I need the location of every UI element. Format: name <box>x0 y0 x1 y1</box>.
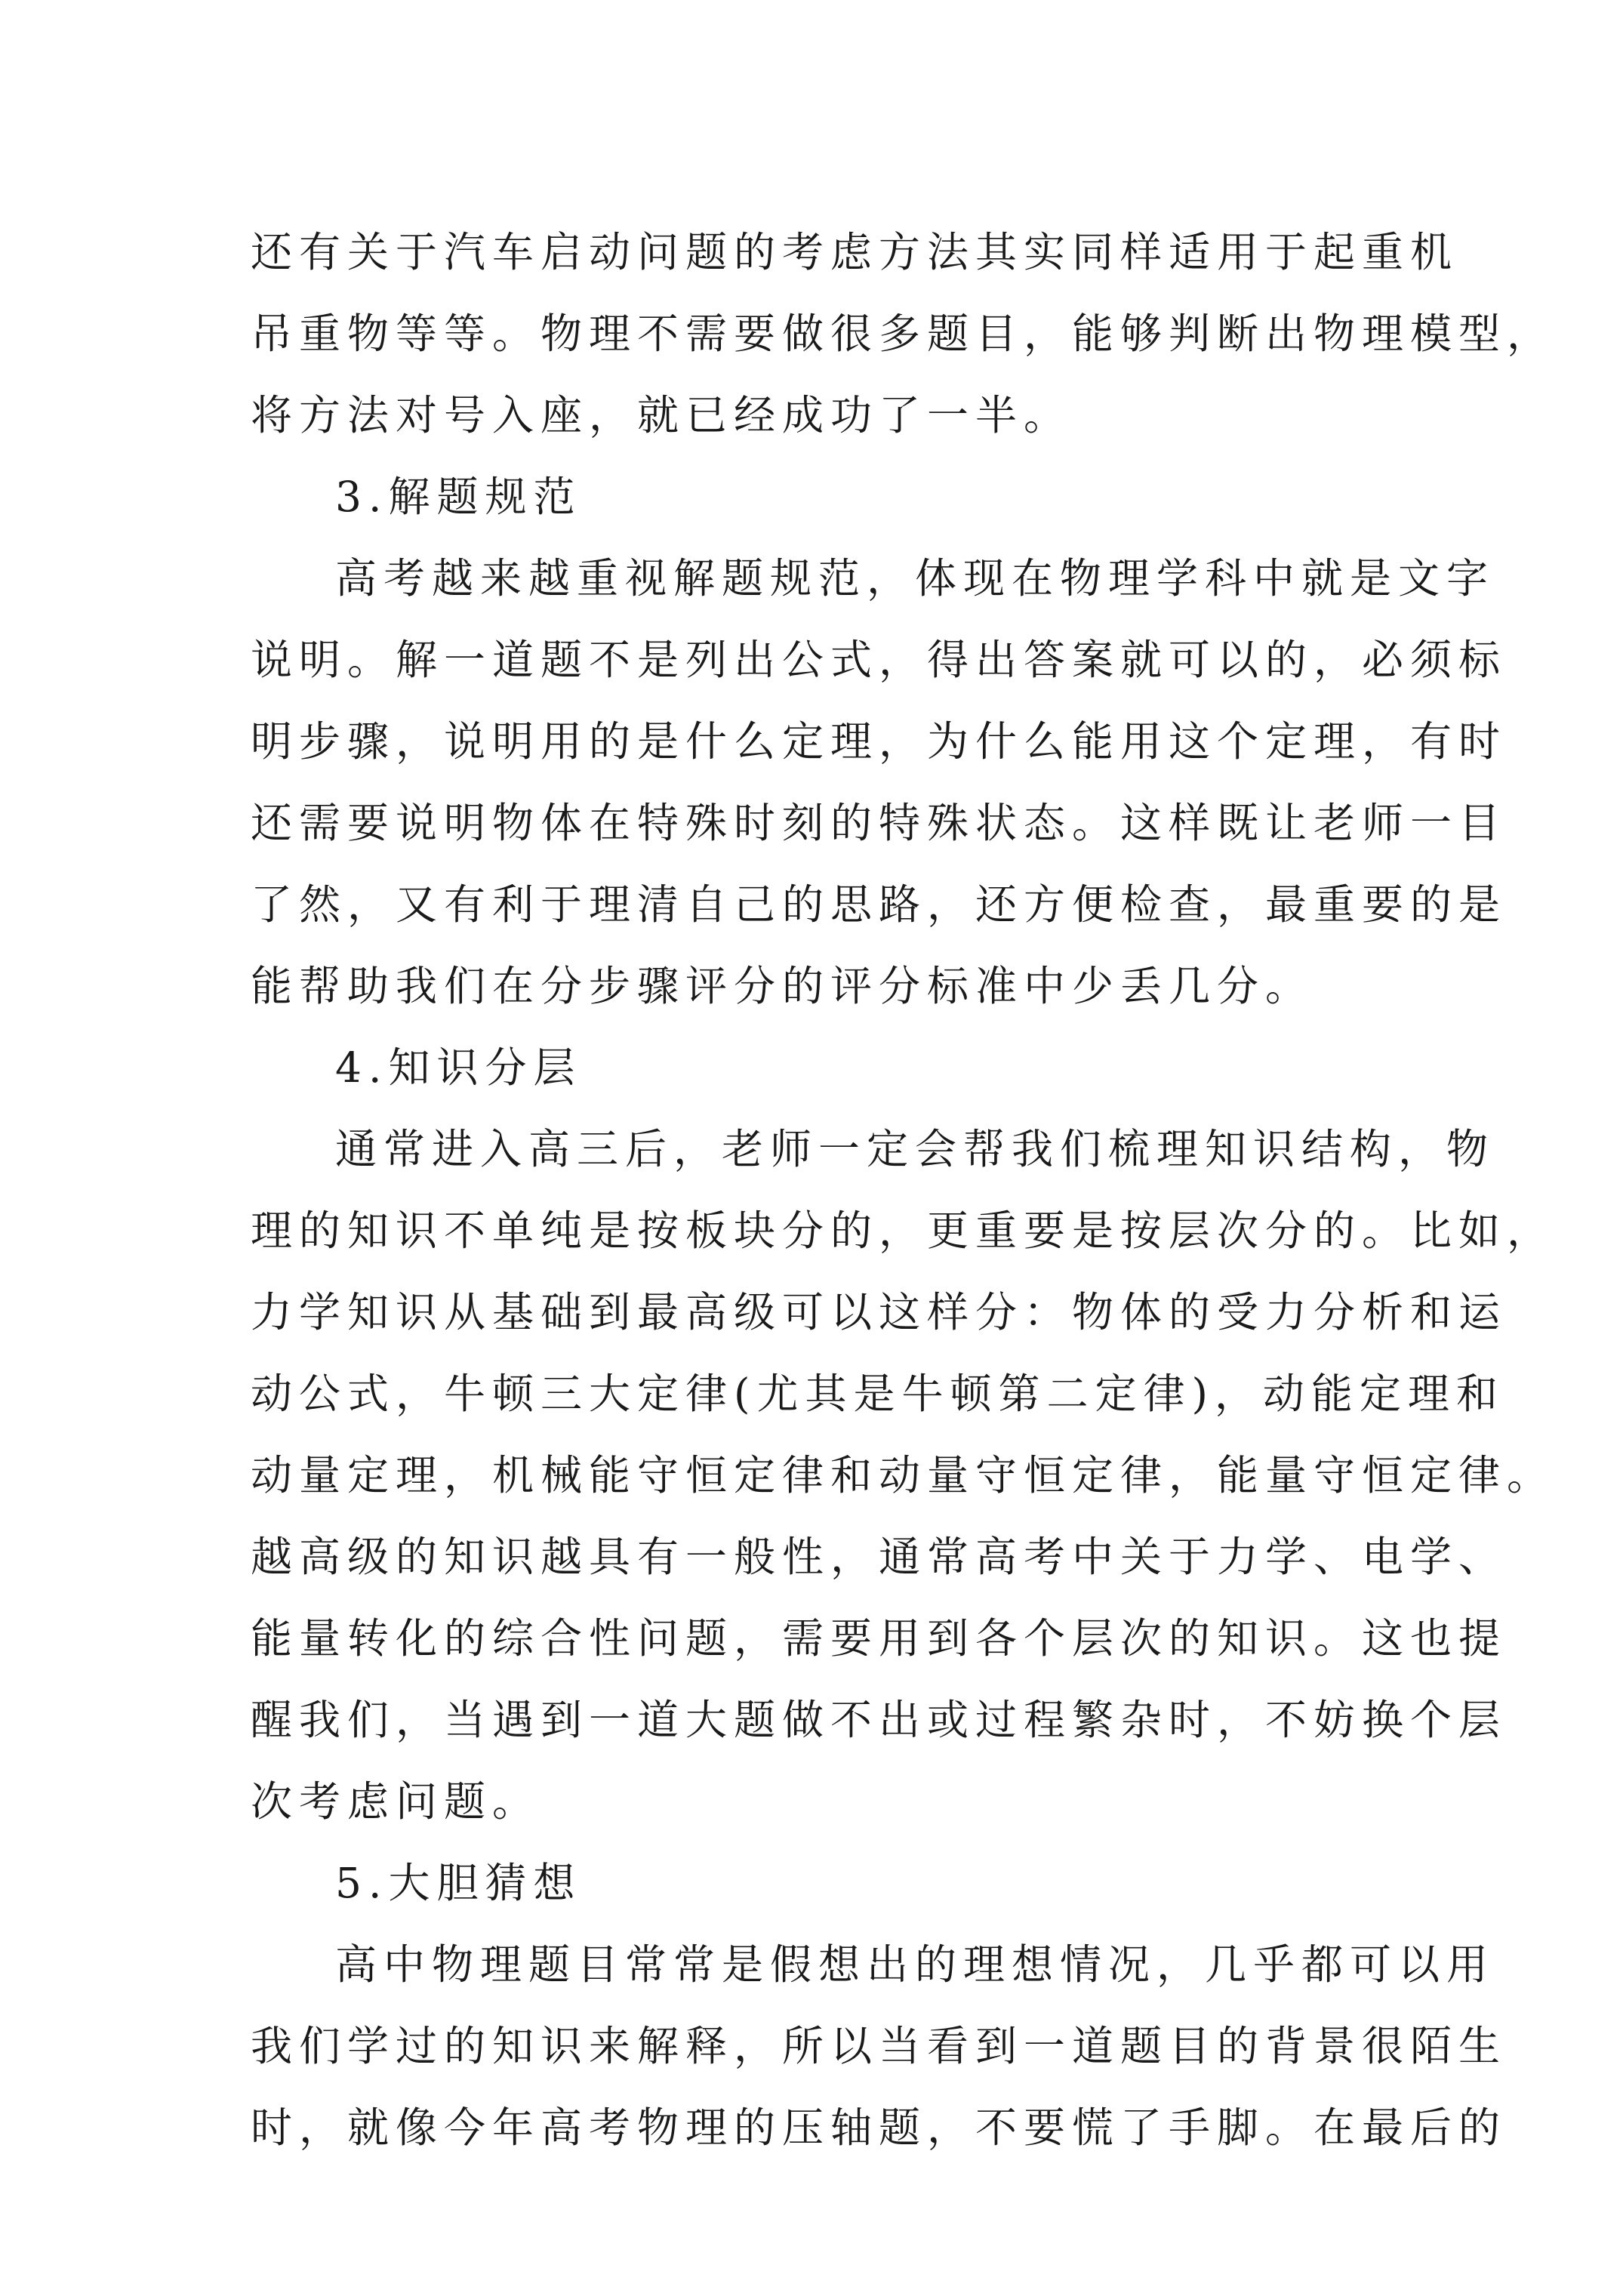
paragraph-line: 能帮助我们在分步骤评分的评分标准中少丢几分。 <box>251 962 1314 1010</box>
paragraph-line: 还需要说明物体在特殊时刻的特殊状态。这样既让老师一目 <box>251 799 1508 847</box>
paragraph-line: 将方法对号入座，就已经成功了一半。 <box>251 391 1073 439</box>
paragraph-line: 越高级的知识越具有一般性，通常高考中关于力学、电学、 <box>251 1533 1508 1581</box>
section-heading: 3.解题规范 <box>335 473 582 521</box>
paragraph-line: 明步骤，说明用的是什么定理，为什么能用这个定理，有时 <box>251 717 1508 766</box>
paragraph-line: 吊重物等等。物理不需要做很多题目，能够判断出物理模型， <box>251 310 1556 358</box>
paragraph-line: 时，就像今年高考物理的压轴题，不要慌了手脚。在最后的 <box>251 2103 1508 2152</box>
document-body <box>251 211 1556 2168</box>
paragraph-line: 还有关于汽车启动问题的考虑方法其实同样适用于起重机 <box>251 228 1459 276</box>
paragraph-line: 醒我们，当遇到一道大题做不出或过程繁杂时，不妨换个层 <box>251 1696 1508 1744</box>
paragraph-line: 动量定理，机械能守恒定律和动量守恒定律，能量守恒定律。 <box>251 1451 1556 1499</box>
section-heading: 4.知识分层 <box>335 1043 582 1092</box>
paragraph-line: 了然，又有利于理清自己的思路，还方便检查，最重要的是 <box>251 880 1508 929</box>
paragraph-line: 说明。解一道题不是列出公式，得出答案就可以的，必须标 <box>251 636 1508 684</box>
paragraph-line: 高中物理题目常常是假想出的理想情况，几乎都可以用 <box>335 1940 1495 1989</box>
paragraph-line: 高考越来越重视解题规范，体现在物理学科中就是文字 <box>335 554 1495 603</box>
paragraph-line: 我们学过的知识来解释，所以当看到一道题目的背景很陌生 <box>251 2022 1508 2070</box>
section-heading: 5.大胆猜想 <box>335 1859 582 1907</box>
paragraph-line: 理的知识不单纯是按板块分的，更重要是按层次分的。比如， <box>251 1207 1556 1255</box>
paragraph-line: 通常进入高三后，老师一定会帮我们梳理知识结构，物 <box>335 1125 1495 1173</box>
paragraph-line: 能量转化的综合性问题，需要用到各个层次的知识。这也提 <box>251 1614 1508 1663</box>
paragraph-line: 力学知识从基础到最高级可以这样分：物体的受力分析和运 <box>251 1288 1508 1336</box>
paragraph-line: 次考虑问题。 <box>251 1777 541 1826</box>
paragraph-line: 动公式，牛顿三大定律(尤其是牛顿第二定律)，动能定理和 <box>251 1370 1504 1418</box>
